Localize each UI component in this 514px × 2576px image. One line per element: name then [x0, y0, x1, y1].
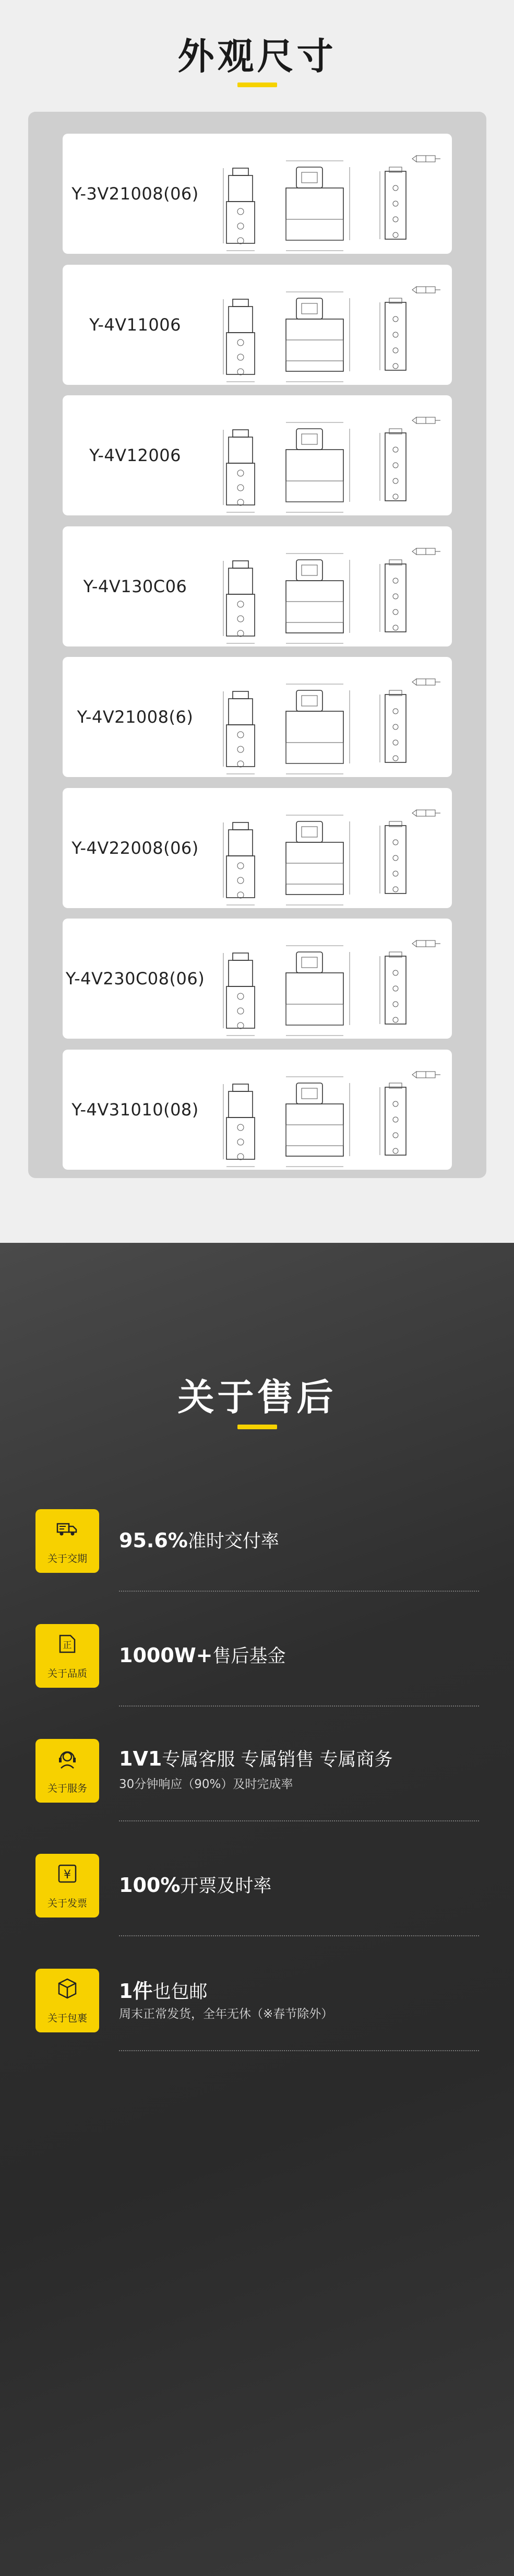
package-badge-label: 关于包裹 — [47, 2013, 87, 2024]
service-main-text — [119, 1642, 286, 1668]
headset-icon — [56, 1747, 79, 1770]
service-text: 准时交付率 — [187, 1531, 279, 1552]
svg-text:¥: ¥ — [64, 1868, 71, 1881]
title-underline — [237, 1425, 277, 1429]
service-sub-text: 周末正常发货，全年无休（※春节除外） — [119, 2007, 333, 2021]
service-text: 售后基金 — [212, 1646, 286, 1667]
dimension-card — [63, 526, 452, 646]
valve-drawing-icon — [208, 657, 452, 777]
delivery-badge-label: 关于交期 — [47, 1553, 87, 1565]
truck-icon — [56, 1518, 79, 1540]
dimension-drawing — [208, 657, 452, 777]
after-sales-title: 关于售后 — [177, 1376, 337, 1419]
dimensions-section — [0, 0, 514, 1243]
row-divider — [119, 1935, 479, 1936]
service-text: 也包邮 — [152, 1982, 208, 2003]
service-text: 专属客服 专属销售 专属商务 — [162, 1749, 393, 1770]
invoice-icon — [56, 1862, 79, 1885]
dimension-drawing — [208, 526, 452, 646]
row-divider — [119, 1705, 479, 1707]
dimensions-panel — [28, 112, 486, 1178]
model-label: Y-3V21008(06) — [71, 184, 199, 204]
service-row-support — [0, 1718, 514, 1822]
svg-text:正: 正 — [63, 1640, 72, 1651]
row-divider — [119, 1591, 479, 1592]
dimension-drawing — [208, 134, 452, 254]
quality-badge — [35, 1624, 99, 1688]
dimension-card — [63, 395, 452, 515]
model-label: Y-4V31010(08) — [71, 1099, 199, 1120]
valve-drawing-icon — [208, 526, 452, 646]
service-highlight: 1件 — [119, 1980, 153, 2003]
service-row-delivery — [0, 1488, 514, 1593]
delivery-badge — [35, 1509, 99, 1573]
support-badge-label: 关于服务 — [47, 1783, 87, 1794]
quality-badge-label: 关于品质 — [47, 1668, 87, 1679]
dimensions-title: 外观尺寸 — [177, 35, 337, 78]
dimension-drawing — [208, 788, 452, 908]
after-sales-section — [0, 1243, 514, 2576]
service-highlight: 95.6% — [119, 1529, 188, 1552]
dimension-card — [63, 657, 452, 777]
service-row-invoice — [0, 1833, 514, 1937]
service-main-text — [119, 1872, 271, 1898]
certificate-icon — [56, 1632, 79, 1655]
service-sub-text: 30分钟响应（90%）及时完成率 — [119, 1778, 293, 1791]
model-label: Y-4V12006 — [89, 445, 181, 465]
support-badge — [35, 1739, 99, 1803]
box-icon — [56, 1977, 79, 2000]
dimension-drawing — [208, 1050, 452, 1170]
service-highlight: 100% — [119, 1874, 181, 1897]
valve-drawing-icon — [208, 134, 452, 254]
dimension-drawing — [208, 265, 452, 385]
service-highlight: 1V1 — [119, 1747, 162, 1770]
model-label: Y-4V21008(6) — [77, 707, 194, 727]
service-row-quality — [0, 1603, 514, 1708]
model-label: Y-4V130C06 — [83, 576, 187, 596]
model-label: Y-4V22008(06) — [71, 838, 199, 858]
dimension-card — [63, 265, 452, 385]
dimension-card — [63, 788, 452, 908]
title-underline — [237, 83, 277, 87]
valve-drawing-icon — [208, 788, 452, 908]
service-highlight: 1000W+ — [119, 1644, 213, 1667]
valve-drawing-icon — [208, 265, 452, 385]
dimension-card — [63, 919, 452, 1039]
dimension-drawing — [208, 395, 452, 515]
dimension-drawing — [208, 919, 452, 1039]
model-label: Y-4V230C08(06) — [65, 969, 205, 989]
valve-drawing-icon — [208, 1050, 452, 1170]
model-label: Y-4V11006 — [89, 314, 181, 335]
service-main-text — [119, 1975, 207, 2004]
service-main-text — [119, 1745, 393, 1771]
dimension-card — [63, 1050, 452, 1170]
invoice-badge — [35, 1854, 99, 1918]
invoice-badge-label: 关于发票 — [47, 1898, 87, 1909]
service-main-text — [119, 1527, 279, 1553]
valve-drawing-icon — [208, 919, 452, 1039]
row-divider — [119, 1820, 479, 1821]
package-badge — [35, 1969, 99, 2032]
service-row-package — [0, 1948, 514, 2052]
valve-drawing-icon — [208, 395, 452, 515]
row-divider — [119, 2050, 479, 2051]
service-text: 开票及时率 — [180, 1876, 272, 1897]
dimension-card — [63, 134, 452, 254]
